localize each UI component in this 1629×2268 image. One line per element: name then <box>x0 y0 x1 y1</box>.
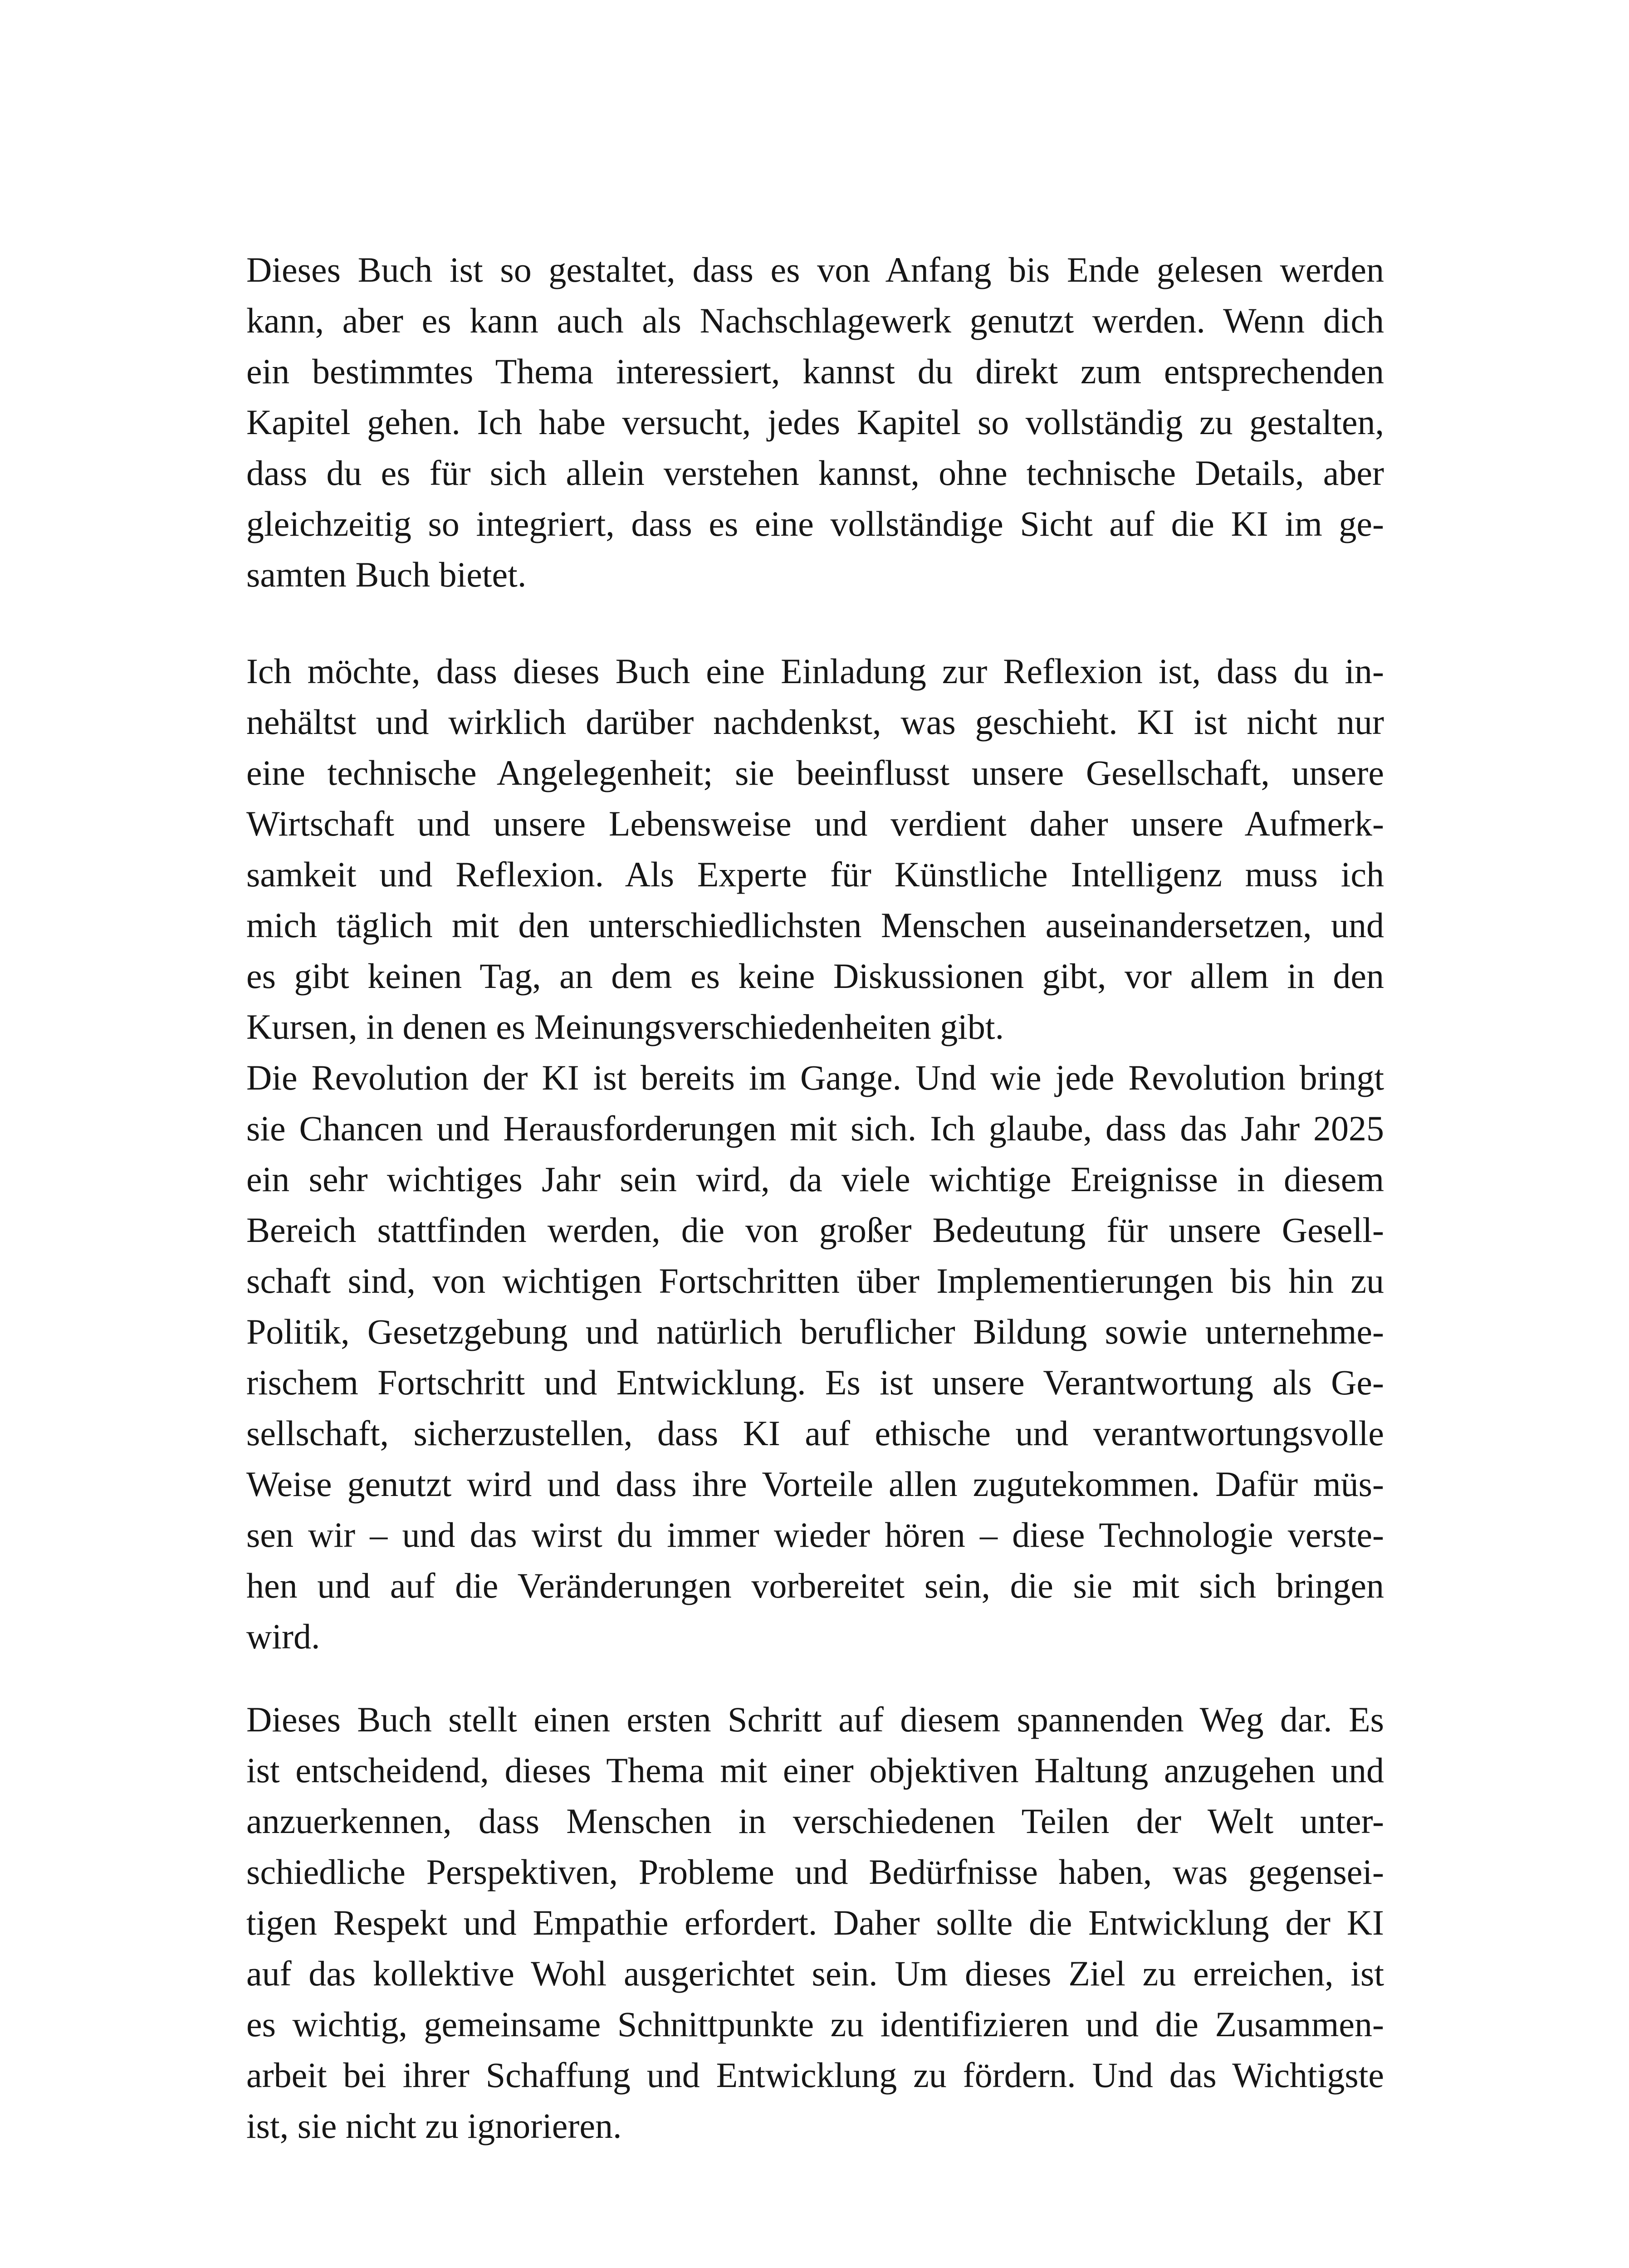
text-line: ein sehr wichtiges Jahr sein wird, da viele wichtige Ereignisse in diesem <box>246 1159 1384 1199</box>
text-line: gleichzeitig so integriert, dass es eine vollständige Sicht auf die KI im ge- <box>246 504 1384 543</box>
paragraph-1 <box>246 244 1384 600</box>
text-line: auf das kollektive Wohl ausgerichtet sein. Um dieses Ziel zu erreichen, ist <box>246 1954 1384 1993</box>
text-line: anzuerkennen, dass Menschen in verschiedenen Teilen der Welt unter- <box>246 1801 1384 1841</box>
text-line: sellschaft, sicherzustellen, dass KI auf ethische und verantwortungsvolle <box>246 1413 1384 1453</box>
text-line: tigen Respekt und Empathie erfordert. Daher sollte die Entwicklung der KI <box>246 1903 1384 1942</box>
text-line: Kursen, in denen es Meinungsverschiedenheiten gibt. <box>246 1007 1004 1046</box>
text-line: rischem Fortschritt und Entwicklung. Es ist unsere Verantwortung als Ge- <box>246 1363 1384 1402</box>
text-line: eine technische Angelegenheit; sie beeinflusst unsere Gesellschaft, unsere <box>246 753 1384 792</box>
paragraph-4 <box>246 1694 1384 2151</box>
text-line: mich täglich mit den unterschiedlichsten Menschen auseinandersetzen, und <box>246 905 1384 945</box>
text-line: Kapitel gehen. Ich habe versucht, jedes Kapitel so vollständig zu gestalten, <box>246 402 1384 442</box>
text-line: nehältst und wirklich darüber nachdenkst, was geschieht. KI ist nicht nur <box>246 702 1384 742</box>
text-line: samten Buch bietet. <box>246 555 527 594</box>
text-line: kann, aber es kann auch als Nachschlagewerk genutzt werden. Wenn dich <box>246 301 1384 340</box>
text-line: Dieses Buch stellt einen ersten Schritt auf diesem spannenden Weg dar. Es <box>246 1700 1384 1739</box>
text-line: hen und auf die Veränderungen vorbereitet sein, die sie mit sich bringen <box>246 1566 1384 1605</box>
text-line: Bereich stattfinden werden, die von großer Bedeutung für unsere Gesell- <box>246 1210 1384 1250</box>
paragraph-3 <box>246 1052 1384 1662</box>
text-line: Wirtschaft und unsere Lebensweise und verdient daher unsere Aufmerk- <box>246 804 1384 843</box>
text-line: arbeit bei ihrer Schaffung und Entwicklung zu fördern. Und das Wichtigste <box>246 2055 1384 2095</box>
text-line: ein bestimmtes Thema interessiert, kannst du direkt zum entsprechenden <box>246 352 1384 391</box>
text-line: ist, sie nicht zu ignorieren. <box>246 2106 622 2146</box>
text-line: dass du es für sich allein verstehen kannst, ohne technische Details, aber <box>246 453 1384 493</box>
text-line: sen wir – und das wirst du immer wieder hören – diese Technologie verste- <box>246 1515 1384 1554</box>
text-line: schaft sind, von wichtigen Fortschritten über Implementierungen bis hin zu <box>246 1261 1384 1300</box>
text-line: es gibt keinen Tag, an dem es keine Diskussionen gibt, vor allem in den <box>246 956 1384 996</box>
text-line: sie Chancen und Herausforderungen mit sich. Ich glaube, dass das Jahr 2025 <box>246 1109 1384 1148</box>
text-line: Weise genutzt wird und dass ihre Vorteile allen zugutekommen. Dafür müs- <box>246 1464 1384 1504</box>
text-line: Ich möchte, dass dieses Buch eine Einladung zur Reflexion ist, dass du in- <box>246 651 1384 691</box>
text-line: schiedliche Perspektiven, Probleme und Bedürfnisse haben, was gegensei- <box>246 1852 1384 1892</box>
text-line: Die Revolution der KI ist bereits im Gange. Und wie jede Revolution bringt <box>246 1058 1384 1097</box>
text-line: ist entscheidend, dieses Thema mit einer objektiven Haltung anzugehen und <box>246 1750 1384 1790</box>
text-line: Dieses Buch ist so gestaltet, dass es von Anfang bis Ende gelesen werden <box>246 250 1384 289</box>
text-line: Politik, Gesetzgebung und natürlich beruflicher Bildung sowie unternehme- <box>246 1312 1384 1351</box>
paragraph-2 <box>246 646 1384 1052</box>
text-line: samkeit und Reflexion. Als Experte für Künstliche Intelligenz muss ich <box>246 855 1384 894</box>
text-line: wird. <box>246 1617 320 1656</box>
text-line: es wichtig, gemeinsame Schnittpunkte zu identifizieren und die Zusammen- <box>246 2004 1384 2044</box>
